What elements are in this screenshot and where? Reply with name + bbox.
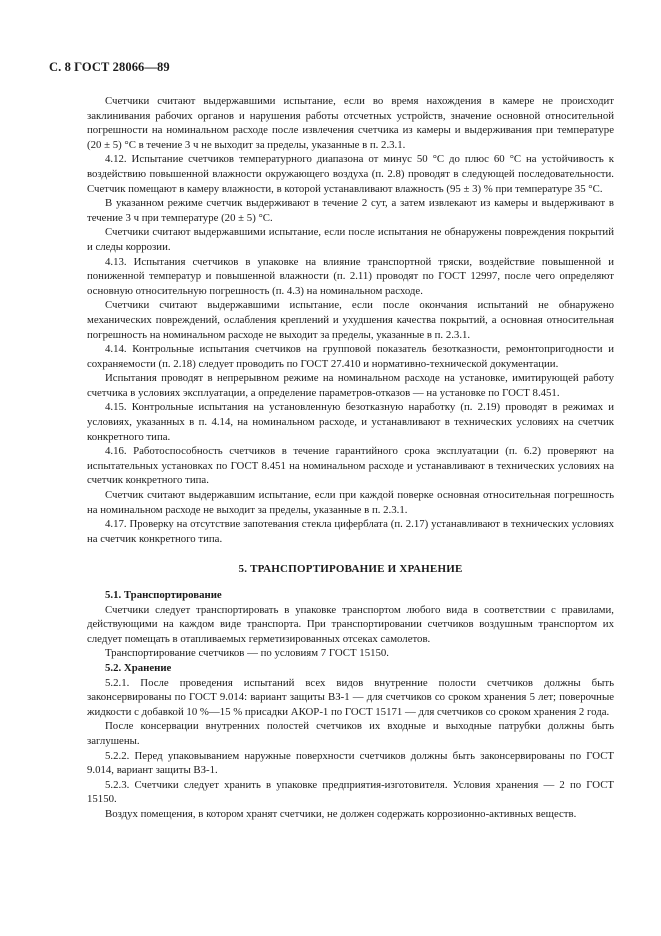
subsection-title: 5.1. Транспортирование (105, 589, 222, 601)
paragraph: 5.2.2. Перед упаковыванием наружные поверхности счетчиков должны быть законсервированы по ГОСТ 9.014, вариант защиты ВЗ-1. (87, 749, 614, 777)
paragraph: Счетчики следует транспортировать в упаковке транспортом любого вида в соответствии с правилами, действующими на каждом виде транспорта. При транспортировании счетчиков воздушным транспортом их следует помещать в отапливаемых герметизированных отсеках самолетов. (87, 603, 614, 645)
paragraph: Испытания проводят в непрерывном режиме на номинальном расходе на установке, имитирующей работу счетчика в условиях эксплуатации, а определение параметров-отказов — на установке по ГОСТ 8.451. (87, 372, 614, 399)
paragraph: Транспортирование счетчиков — по условиям 7 ГОСТ 15150. (105, 647, 389, 660)
paragraph: Счетчики считают выдержавшими испытание, если во время нахождения в камере не происходит заклинивания рабочих органов и нарушения работы отсчетных устройств, значение основной относительной погрешности на номинальном расходе после извлечения счетчика из камеры и выдерживания при температуре (20 ± 5) °С в течение 3 ч не выходит за пределы, указанные в п. 2.3.1. (87, 95, 614, 151)
paragraph: 4.17. Проверку на отсутствие запотевания стекла циферблата (п. 2.17) устанавливают в технических условиях на счетчик конкретного типа. (87, 518, 614, 545)
paragraph: Счетчик считают выдержавшим испытание, если при каждой поверке основная относительная погрешность на номинальном расходе не выходит за пределы, указанные в п. 2.3.1. (87, 489, 614, 516)
paragraph: После консервации внутренних полостей счетчиков их входные и выходные патрубки должны быть заглушены. (87, 720, 614, 747)
paragraph: 4.16. Работоспособность счетчиков в течение гарантийного срока эксплуатации (п. 6.2) проверяют на испытательных установках по ГОСТ 8.451 на номинальном расходе и устанавливают в технических условиях на счетчик конкретного типа. (87, 445, 614, 487)
paragraph: Воздух помещения, в котором хранят счетчики, не должен содержать коррозионно-активных веществ. (105, 807, 577, 820)
subsection-title: 5.2. Хранение (105, 661, 172, 674)
paragraph: В указанном режиме счетчик выдерживают в течение 2 сут, а затем извлекают из камеры и выдерживают в течение 3 ч при температуре (20 ± 5) °С. (87, 197, 614, 224)
paragraph: 5.2.1. После проведения испытаний всех видов внутренние полости счетчиков должны быть законсервированы по ГОСТ 9.014: вариант защиты ВЗ-1 — для счетчиков со сроком хранения 5 лет; поверочные жидкости с добавкой 10 %—15 % присадки АКОР-1 по ГОСТ 15171 — для счетчиков со сроком хранения 2 года. (87, 676, 614, 718)
paragraph: 5.2.3. Счетчики следует хранить в упаковке предприятия-изготовителя. Условия хранения — 2 по ГОСТ 15150. (87, 778, 614, 806)
paragraph: 4.15. Контрольные испытания на установленную безотказную наработку (п. 2.19) проводят в режимах и условиях, указанных в п. 4.14, на номинальном расходе, и устанавливают в технических условиях на счетчик конкретного типа. (87, 401, 614, 443)
paragraph: Счетчики считают выдержавшими испытание, если после испытания не обнаружены повреждения покрытий и следы коррозии. (87, 226, 614, 253)
paragraph: 4.13. Испытания счетчиков в упаковке на влияние транспортной тряски, воздействие повышенной и пониженной температур и повышенной влажности (п. 2.11) проводят по ГОСТ 12997, после чего определяют основную относительную погрешность (п. 4.3) на номинальном расходе. (87, 255, 614, 297)
page-header: С. 8 ГОСТ 28066—89 (49, 60, 170, 74)
paragraph: Счетчики считают выдержавшими испытание, если после окончания испытаний не обнаружено механических повреждений, ослабления креплений и ухудшения качества покрытий, а основная относительная погрешность на номинальном расходе не выходит за пределы, указанные в п. 2.3.1. (87, 299, 614, 341)
paragraph: 4.14. Контрольные испытания счетчиков на групповой показатель безотказности, ремонтопригодности и сохраняемости (п. 2.18) следует проводить по ГОСТ 27.410 и нормативно-технической документации. (87, 343, 614, 370)
section-title: 5. ТРАНСПОРТИРОВАНИЕ И ХРАНЕНИЕ (238, 563, 463, 576)
document-body (87, 94, 614, 822)
paragraph: 4.12. Испытание счетчиков температурного диапазона от минус 50 °С до плюс 60 °С на устойчивость к воздействию повышенной влажности окружающего воздуха (п. 2.8) проводят в следующей последовательности. Счетчик помещают в камеру влажности, в которой устанавливают влажность (95 ± 3) % при температуре 35 °С. (87, 153, 614, 195)
